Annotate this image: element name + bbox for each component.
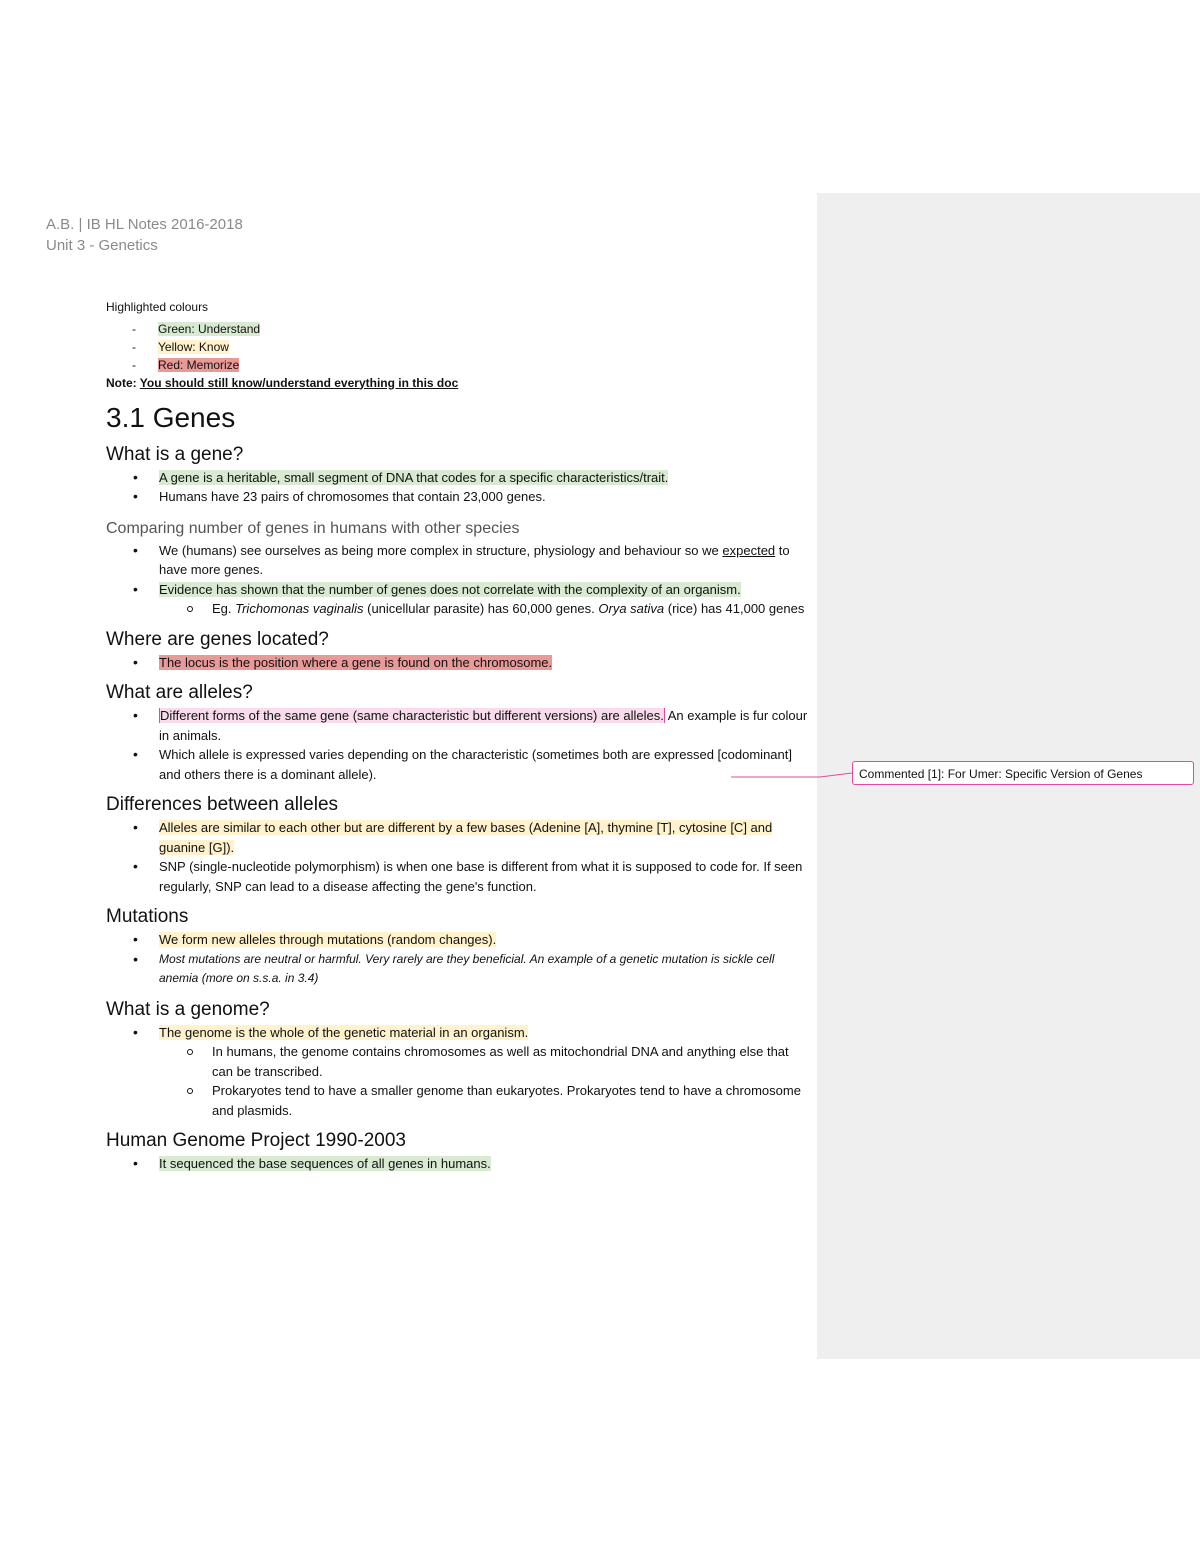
legend-list: [106, 320, 811, 374]
comment-text: Commented [1]: For Umer: Specific Version of Genes: [859, 767, 1143, 781]
legend-title: Highlighted colours: [106, 300, 209, 314]
heading-differences: Differences between alleles: [106, 794, 339, 815]
list-item: • Alleles are similar to each other but are different by a few bases (Adenine [A], thymine [T], cytosine [C] and guanine [G]).: [106, 818, 811, 857]
heading-hgp: Human Genome Project 1990-2003: [106, 1130, 406, 1151]
note: [106, 374, 811, 392]
header-line-2: Unit 3 - Genetics: [46, 237, 158, 254]
heading-alleles: What are alleles?: [106, 682, 253, 703]
located-list: [106, 653, 811, 673]
legend-item-green: - Green: Understand: [106, 320, 811, 338]
list-item: • The genome is the whole of the genetic material in an organism. In humans, the genome contains chromosomes as well as mitochondrial DNA and anything else that can be transcribed. Prokaryotes tend to have a smaller genome than eukaryotes. Prokaryotes tend to have a chromosome and plasmids.: [106, 1023, 811, 1121]
list-item: • It sequenced the base sequences of all genes in humans.: [106, 1154, 811, 1174]
genome-sublist: [159, 1042, 811, 1120]
heading-comparing: Comparing number of genes in humans with other species: [106, 519, 520, 537]
page-header: [46, 214, 243, 256]
heading-what-is-gene: What is a gene?: [106, 443, 244, 465]
heading-genome: What is a genome?: [106, 998, 270, 1020]
commented-text[interactable]: Different forms of the same gene (same characteristic but different versions) are alleles.: [160, 708, 664, 723]
list-item: • Different forms of the same gene (same characteristic but different versions) are alleles. An example is fur colour in animals.: [106, 706, 811, 745]
compare-sublist: [159, 599, 811, 619]
list-item: • Most mutations are neutral or harmful. Very rarely are they beneficial. An example of a genetic mutation is sickle cell anemia (more on s.s.a. in 3.4): [106, 950, 811, 989]
differences-list: [106, 818, 811, 896]
list-item: • SNP (single-nucleotide polymorphism) is when one base is different from what it is supposed to code for. If seen regularly, SNP can lead to a disease affecting the gene's function.: [106, 857, 811, 896]
gene-list: [106, 468, 811, 507]
page-title: 3.1 Genes: [106, 401, 236, 433]
list-item: • A gene is a heritable, small segment of DNA that codes for a specific characteristics/trait.: [106, 468, 811, 488]
list-item: • The locus is the position where a gene is found on the chromosome.: [106, 653, 811, 673]
note-text: You should still know/understand everything in this doc: [139, 375, 459, 390]
note-label: Note:: [106, 375, 137, 390]
sub-list-item: Eg. Trichomonas vaginalis (unicellular parasite) has 60,000 genes. Orya sativa (rice) has 41,000 genes: [159, 599, 811, 619]
alleles-list: [106, 706, 811, 784]
list-item: • We (humans) see ourselves as being more complex in structure, physiology and behaviour so we expected to have more genes.: [106, 541, 811, 580]
list-item: • We form new alleles through mutations (random changes).: [106, 930, 811, 950]
legend-item-red: - Red: Memorize: [106, 356, 811, 374]
genome-list: [106, 1023, 811, 1121]
compare-list: [106, 541, 811, 619]
sub-list-item: In humans, the genome contains chromosomes as well as mitochondrial DNA and anything else that can be transcribed.: [159, 1042, 811, 1081]
comment-bubble[interactable]: [852, 761, 1194, 785]
list-item: • Humans have 23 pairs of chromosomes that contain 23,000 genes.: [106, 487, 811, 507]
header-line-1: A.B. | IB HL Notes 2016-2018: [46, 216, 243, 233]
sub-list-item: Prokaryotes tend to have a smaller genome than eukaryotes. Prokaryotes tend to have a chromosome and plasmids.: [159, 1081, 811, 1120]
legend-item-yellow: - Yellow: Know: [106, 338, 811, 356]
list-item: • Which allele is expressed varies depending on the characteristic (sometimes both are expressed [codominant] and others there is a dominant allele).: [106, 745, 811, 784]
heading-where-located: Where are genes located?: [106, 628, 329, 650]
heading-mutations: Mutations: [106, 906, 189, 927]
list-item: • Evidence has shown that the number of genes does not correlate with the complexity of an organism. Eg. Trichomonas vaginalis (unicellular parasite) has 60,000 genes. Orya sativa (rice) has 41,000 genes: [106, 580, 811, 619]
hgp-list: [106, 1154, 811, 1174]
document-body: [106, 298, 811, 1174]
mutations-list: [106, 930, 811, 989]
